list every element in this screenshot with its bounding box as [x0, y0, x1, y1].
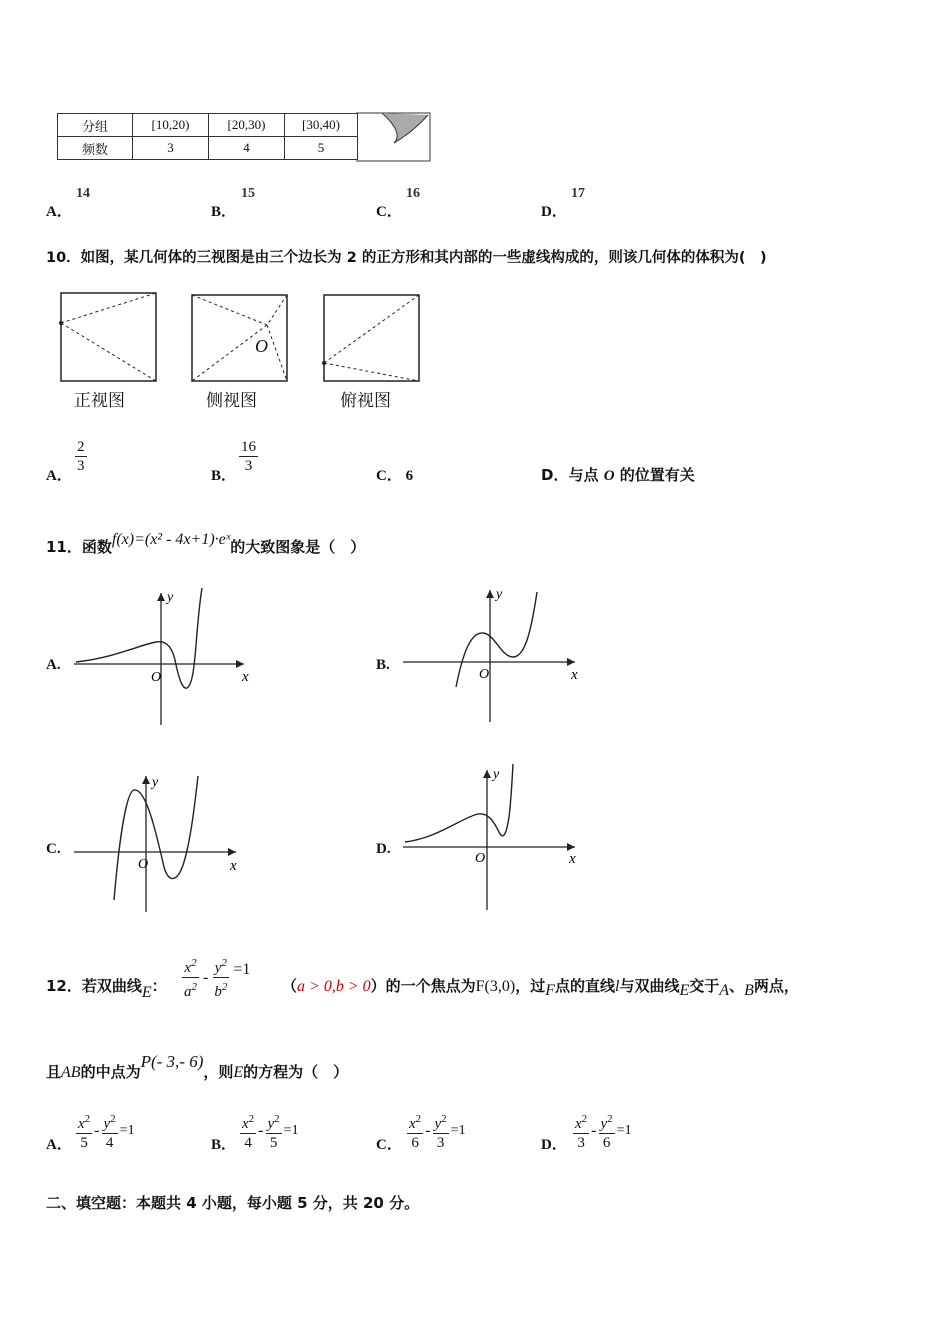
q12-condition: a > 0,b > 0	[297, 978, 371, 995]
q12-option-d[interactable]: D．	[541, 1137, 567, 1153]
graph-d[interactable]	[403, 762, 588, 912]
q11-stem: 11．函数f(x)=(x² - 4x+1)·eˣ的大致图象是（ ）	[46, 531, 366, 556]
table-cell: [30,40)	[285, 114, 358, 137]
q9-option-d[interactable]: D． 17	[541, 186, 585, 220]
svg-text:y: y	[152, 775, 159, 790]
q12-hyperbola-equation: $\frac{x^2}{a^2}$ - $\frac{y^2}{b^2}$ =1	[182, 954, 250, 1001]
table-cell: 4	[209, 137, 285, 160]
q10-option-d[interactable]: D．与点 O 的位置有关	[541, 466, 695, 484]
table-cell: [20,30)	[209, 114, 285, 137]
table-page-curl	[356, 111, 432, 163]
svg-text:y: y	[493, 767, 500, 782]
q10-stem: 10．如图，某几何体的三视图是由三个边长为 2 的正方形和其内部的一些虚线构成的，则该几何体的体积为( )	[46, 250, 767, 266]
table-row	[58, 137, 358, 160]
table-cell: 3	[133, 137, 209, 160]
table-cell: 5	[285, 137, 358, 160]
section-2-heading: 二、填空题：本题共 4 小题，每小题 5 分，共 20 分。	[46, 1194, 420, 1212]
front-view-label: 正视图	[74, 391, 125, 411]
q12-option-a-equation: $\frac{x^2}{5}$ - $\frac{y^2}{4}$ =1	[76, 1110, 135, 1152]
svg-text:O: O	[479, 667, 490, 682]
q12-stem-line2: 且AB的中点为P(- 3,- 6)，则E的方程为（ ）	[46, 1052, 349, 1081]
q12-option-a[interactable]: A．	[46, 1137, 72, 1153]
x-axis-label: x	[242, 669, 249, 685]
q12-option-d-equation: $\frac{x^2}{3}$ - $\frac{y^2}{6}$ =1	[573, 1110, 632, 1152]
side-view	[192, 295, 287, 381]
q10-option-a[interactable]: A．	[46, 468, 72, 484]
origin-label: O	[151, 670, 162, 685]
graph-c-label[interactable]: C.	[46, 841, 61, 857]
graph-b[interactable]	[403, 582, 588, 727]
q12-option-b[interactable]: B．	[211, 1137, 237, 1153]
graph-a[interactable]	[74, 585, 259, 730]
three-views-figure	[55, 288, 435, 388]
q10-option-c[interactable]: C． 6	[376, 468, 414, 484]
point-o-label: O	[255, 336, 268, 356]
q12-option-b-equation: $\frac{x^2}{4}$ - $\frac{y^2}{5}$ =1	[240, 1110, 299, 1152]
q12-stem-line1: 12．若双曲线E：	[46, 977, 167, 1001]
svg-text:O: O	[475, 851, 486, 866]
q9-option-c[interactable]: C． 16	[376, 186, 420, 220]
table-row	[58, 114, 358, 137]
svg-text:x: x	[230, 858, 237, 874]
frequency-table-wrap	[57, 113, 358, 160]
svg-text:x: x	[571, 667, 578, 683]
q12-option-c-equation: $\frac{x^2}{6}$ - $\frac{y^2}{3}$ =1	[407, 1110, 466, 1152]
table-cell: 频数	[58, 137, 133, 160]
top-view-label: 俯视图	[340, 391, 391, 411]
svg-text:O: O	[138, 857, 149, 872]
front-view	[59, 293, 156, 381]
y-axis-label: y	[167, 590, 174, 605]
graph-b-label[interactable]: B.	[376, 657, 390, 673]
side-view-label: 侧视图	[206, 391, 257, 411]
graph-a-label[interactable]: A.	[46, 657, 61, 673]
graph-c[interactable]	[74, 772, 259, 917]
table-cell: [10,20)	[133, 114, 209, 137]
q10-option-b[interactable]: B．	[211, 468, 237, 484]
table-cell: 分组	[58, 114, 133, 137]
q12-stem-line1b: （a > 0,b > 0）的一个焦点为F(3,0)，过F点的直线l与双曲线E交于A、B两点，	[282, 977, 799, 999]
q10-option-a-fraction: $\frac{2}{3}$	[77, 439, 85, 474]
svg-text:x: x	[569, 851, 576, 867]
frequency-table	[57, 113, 358, 160]
q9-option-a[interactable]: A． 14	[46, 186, 90, 220]
q12-option-c[interactable]: C．	[376, 1137, 402, 1153]
q9-option-b[interactable]: B． 15	[211, 186, 255, 220]
svg-text:y: y	[496, 587, 503, 602]
q10-option-b-fraction: $\frac{16}{3}$	[241, 439, 256, 474]
q11-formula: f(x)=(x² - 4x+1)·eˣ	[111, 531, 231, 548]
top-view	[322, 295, 419, 381]
graph-d-label[interactable]: D.	[376, 841, 391, 857]
